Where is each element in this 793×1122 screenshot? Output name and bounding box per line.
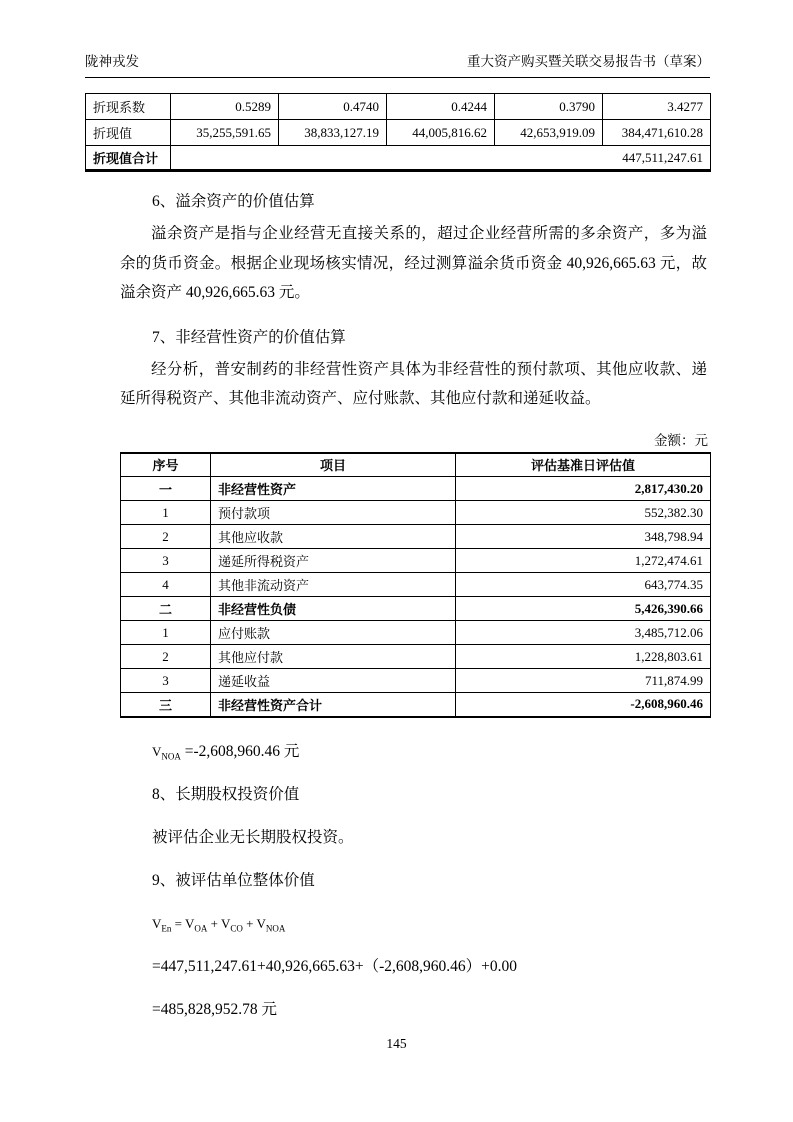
column-header: 序号 [121, 453, 211, 477]
page-footer [0, 1036, 793, 1052]
table-row: 3 递延收益 711,874.99 [121, 669, 711, 693]
cell-value: 42,653,919.09 [495, 120, 603, 146]
ven-calculation-line: =447,511,247.61+40,926,665.63+（-2,608,960.46）+0.00 [152, 957, 518, 975]
cell-value: 35,255,591.65 [171, 120, 279, 146]
ven-result-line: =485,828,952.78 元 [152, 1000, 277, 1018]
cell-value: 44,005,816.62 [387, 120, 495, 146]
page-header [85, 50, 710, 78]
cell-value: 0.4244 [387, 94, 495, 120]
cell-value: 0.5289 [171, 94, 279, 120]
total-label: 折现值合计 [86, 146, 171, 171]
table-total-row [86, 146, 711, 171]
table-header-row [121, 453, 711, 477]
section9-heading: 9、被评估单位整体价值 [152, 871, 315, 889]
unit-note: 金额：元 [654, 432, 708, 448]
table-row: 4 其他非流动资产 643,774.35 [121, 573, 711, 597]
total-value: 447,511,247.61 [171, 146, 711, 171]
vnoa-symbol: $V_{NOA}$ [152, 743, 181, 762]
table-row: 1 预付款项 552,382.30 [121, 501, 711, 525]
header-left-title: 陇神戎发 [85, 54, 139, 69]
table-row: 二 非经营性负债 5,426,390.66 [121, 597, 711, 621]
vnoa-value: =-2,608,960.46 元 [184, 742, 300, 760]
section6-paragraph: 溢余资产是指与企业经营无直接关系的，超过企业经营所需的多余资产，多为溢余的货币资金。根据企业现场核实情况，经过测算溢余货币资金 40,926,665.63 元，故溢余资产 40,926,665.63 元。 [120, 225, 707, 301]
table-row: 一 非经营性资产 2,817,430.20 [121, 477, 711, 501]
table-row: 2 其他应收款 348,798.94 [121, 525, 711, 549]
section7-paragraph: 经分析，普安制药的非经营性资产具体为非经营性的预付款项、其他应收款、递延所得税资产、其他非流动资产、应付账款、其他应付款和递延收益。 [120, 360, 707, 407]
table-total-row: 三 非经营性资产合计 -2,608,960.46 [121, 693, 711, 717]
vnoa-formula [152, 742, 710, 761]
table-row: 3 递延所得税资产 1,272,474.61 [121, 549, 711, 573]
section8-body: 被评估企业无长期股权投资。 [152, 828, 354, 846]
noa-table [120, 452, 711, 718]
row-label: 折现系数 [86, 94, 171, 120]
section7-heading: 7、非经营性资产的价值估算 [152, 328, 346, 346]
column-header: 评估基准日评估值 [456, 453, 711, 477]
cell-value: 3.4277 [603, 94, 711, 120]
cell-value: 38,833,127.19 [279, 120, 387, 146]
table-row [86, 120, 711, 146]
section8-heading: 8、长期股权投资价值 [152, 785, 300, 803]
table-row: 2 其他应付款 1,228,803.61 [121, 645, 711, 669]
column-header: 项目 [211, 453, 456, 477]
cell-value: 0.4740 [279, 94, 387, 120]
header-right-title: 重大资产购买暨关联交易报告书（草案） [467, 54, 710, 69]
page-content [85, 93, 710, 1019]
row-label: 折现值 [86, 120, 171, 146]
ven-formula: $V_{En} = V_{OA} + V_{CO} + V_{NOA}$ [152, 915, 286, 934]
page-number: 145 [386, 1036, 407, 1051]
table-row: 1 应付账款 3,485,712.06 [121, 621, 711, 645]
cell-value: 0.3790 [495, 94, 603, 120]
table-row [86, 94, 711, 120]
discount-table [85, 93, 711, 172]
section6-heading: 6、溢余资产的价值估算 [152, 193, 315, 210]
cell-value: 384,471,610.28 [603, 120, 711, 146]
